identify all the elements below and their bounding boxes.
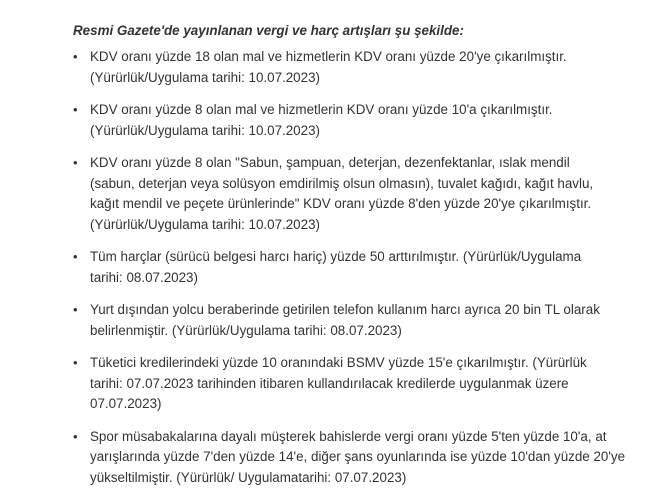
list-item-line: tarihi: 08.07.2023) bbox=[90, 269, 198, 285]
bullet-icon: • bbox=[73, 428, 78, 444]
bullet-icon: • bbox=[73, 155, 78, 170]
list-item-line: KDV oranı yüzde 8 olan mal ve hizmetlerin KDV oranı yüzde 10'a çıkarılmıştır. bbox=[90, 102, 553, 117]
list-item bbox=[73, 153, 633, 235]
bullet-icon: • bbox=[73, 302, 78, 317]
bullet-icon: • bbox=[73, 102, 78, 117]
list-item-line: belirlenmiştir. (Yürürlük/Uygulama tarihi: 08.07.2023) bbox=[90, 322, 402, 338]
list-item bbox=[73, 300, 633, 341]
list-item-line: (Yürürlük/Uygulama tarihi: 10.07.2023) bbox=[90, 122, 320, 138]
list-item-line: yükseltilmiştir. (Yürürlük/ Uygulamatarihi: 07.07.2023) bbox=[90, 469, 407, 485]
list-item-line: Tüketici kredilerindeki yüzde 10 oranındaki BSMV yüzde 15'e çıkarılmıştır. (Yürürlük bbox=[90, 355, 587, 370]
bullet-icon: • bbox=[73, 355, 78, 370]
list-item-line: Yurt dışından yolcu beraberinde getirilen telefon kullanım harcı ayrıca 20 bin TL olarak bbox=[90, 302, 600, 317]
list-item-line: Tüm harçlar (sürücü belgesi harcı hariç) yüzde 50 arttırılmıştır. (Yürürlük/Uygulama bbox=[90, 249, 582, 264]
list-item-line: 07.07.2023) bbox=[90, 396, 162, 411]
list-item bbox=[73, 47, 633, 88]
list-item bbox=[73, 247, 633, 288]
list-item-line: (Yürürlük/Uygulama tarihi: 10.07.2023) bbox=[90, 216, 320, 232]
list-item-line: Spor müsabakalarına dayalı müşterek bahislerde vergi oranı yüzde 5'ten yüzde 10'a, at bbox=[90, 428, 607, 444]
list-item-line: tarihi: 07.07.2023 tarihinden itibaren kullandırılacak kredilerde uygulanmak üzere bbox=[90, 375, 569, 391]
bullet-icon: • bbox=[73, 49, 78, 64]
list-item-line: (Yürürlük/Uygulama tarihi: 10.07.2023) bbox=[90, 69, 320, 85]
list-item-line: kağıt mendil ve peçete ürünlerinde" KDV oranı yüzde 8'den yüzde 20'ye çıkarılmıştır. bbox=[90, 196, 592, 211]
bullet-icon: • bbox=[73, 249, 78, 264]
list-item bbox=[73, 427, 633, 489]
list-item-line: yarışlarında yüzde 7'den yüzde 14'e, diğer şans oyunlarında ise yüzde 10'dan yüzde 20'ye bbox=[90, 449, 626, 464]
list-item-line: KDV oranı yüzde 18 olan mal ve hizmetlerin KDV oranı yüzde 20'ye çıkarılmıştır. bbox=[90, 49, 567, 64]
list-item-line: (sabun, deterjan veya solüsyon emdirilmiş olsun olmasın), tuvalet kağıdı, kağıt havlu, bbox=[90, 175, 594, 191]
list-item-line: KDV oranı yüzde 8 olan "Sabun, şampuan, deterjan, dezenfektanlar, ıslak mendil bbox=[90, 155, 570, 170]
article-heading: Resmi Gazete'de yayınlanan vergi ve harç artışları şu şekilde: bbox=[73, 23, 464, 38]
list-item bbox=[73, 100, 633, 141]
tax-increase-list bbox=[73, 47, 633, 488]
article-content bbox=[73, 21, 633, 500]
list-item bbox=[73, 353, 633, 415]
